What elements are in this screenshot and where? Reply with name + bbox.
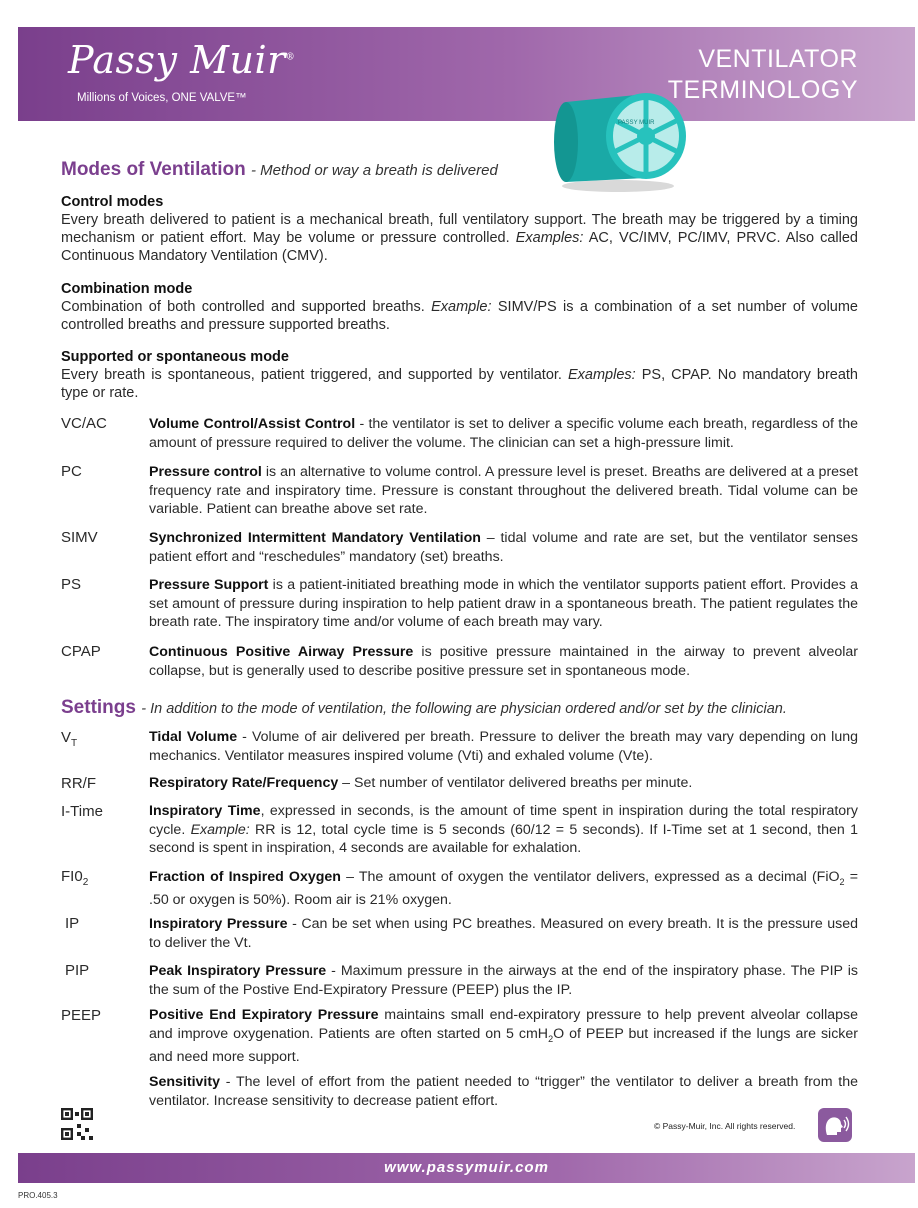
term-definition: Peak Inspiratory Pressure - Maximum pressure in the airways at the end of the inspiratory phase. The PIP is the sum of the Postive End-Expiratory Pressure (PEEP) plus the IP. — [149, 963, 858, 998]
term-abbr: I-Time — [61, 803, 103, 820]
passy-muir-logo: Passy Muir® — [68, 38, 296, 82]
speaking-head-icon — [818, 1108, 852, 1142]
valve-image — [548, 82, 694, 194]
term-abbr: PC — [61, 463, 82, 480]
page-title: VENTILATOR TERMINOLOGY — [667, 45, 858, 104]
footer-banner — [18, 1153, 915, 1183]
copyright: © Passy-Muir, Inc. All rights reserved. — [654, 1121, 796, 1131]
term-definition: Respiratory Rate/Frequency – Set number of ventilator delivered breaths per minute. — [149, 775, 693, 791]
term-definition: Pressure Support is a patient-initiated breathing mode in which the ventilator supports patient effort. Provides a set amount of pressure during inspiration to help patient draw in a spontaneous breath. The patient regulates the breath rate. The inspiratory time and/or volume of each breath may vary. — [149, 577, 858, 630]
term-definition: Pressure control is an alternative to volume control. A pressure level is preset. Breaths are delivered at a preset frequency rate and inspiratory time. Pressure is constant throughout the delivered breath. Tidal volume can be variable. Patient can breathe above set rate. — [149, 464, 858, 517]
term-definition: Sensitivity - The level of effort from the patient needed to “trigger” the ventilator to deliver a breath from the ventilator. Increase sensitivity to decrease patient effort. — [149, 1074, 858, 1109]
website-link[interactable]: www.passymuir.com — [384, 1159, 549, 1176]
document-code: PRO.405.3 — [18, 1191, 58, 1200]
term-abbr: $FI0_2$ — [61, 868, 89, 888]
term-definition: Positive End Expiratory Pressure maintains small end-expiratory pressure to help prevent alveolar collapse and improve oxygenation. Patients are often started on 5 cmH$_2$O of PEEP but increased if the lungs are sicker and need more support. — [149, 1007, 859, 1065]
term-abbr: IP — [65, 915, 80, 932]
term-abbr: PEEP — [61, 1007, 102, 1024]
settings-section-title: Settings - In addition to the mode of ventilation, the following are physician ordered and/or set by the clinician. — [61, 697, 787, 718]
term-definition: Tidal Volume - Volume of air delivered per breath. Pressure to deliver the breath may vary depending on lung mechanics. Ventilator measures inspired volume (Vti) and exhaled volume (Vte). — [149, 729, 858, 764]
control-modes-block: Control modes Every breath delivered to patient is a mechanical breath, full ventilatory support. The breath may be triggered by a timing mechanism or patient effort. May be volume or pressure controlled. Examples: AC, VC/IMV, PC/IMV, PRVC. Also called Continuous Mandatory Ventilation (CMV). — [61, 194, 858, 264]
term-abbr: $V_T$ — [61, 729, 78, 749]
term-abbr: SIMV — [61, 529, 98, 546]
modes-section-title: Modes of Ventilation - Method or way a breath is delivered — [61, 159, 498, 180]
term-definition: Synchronized Intermittent Mandatory Ventilation – tidal volume and rate are set, but the ventilator senses patient effort and “reschedules” mandatory (set) breaths. — [149, 530, 859, 565]
control-modes-heading: Control modes — [61, 194, 164, 210]
term-abbr: RR/F — [61, 775, 96, 792]
term-definition: Continuous Positive Airway Pressure is positive pressure maintained in the airway to prevent alveolar collapse, but is generally used to describe positive pressure set in spontaneous mode. — [149, 644, 858, 679]
qr-code-icon[interactable] — [61, 1108, 93, 1140]
supported-mode-heading: Supported or spontaneous mode — [61, 349, 289, 365]
term-definition: Fraction of Inspired Oxygen – The amount of oxygen the ventilator delivers, expressed as a decimal (FiO$_2$ = .50 or oxygen is 50%). Room air is 21% oxygen. — [149, 869, 858, 909]
term-abbr: CPAP — [61, 643, 101, 660]
valve-label: PASSY MUIR — [618, 120, 655, 126]
tagline: Millions of Voices, ONE VALVE™ — [77, 92, 247, 104]
supported-mode-block: Supported or spontaneous mode Every breath is spontaneous, patient triggered, and supported by ventilator. Examples: PS, CPAP. No mandatory breath type or rate. — [61, 349, 858, 401]
term-definition: Volume Control/Assist Control - the ventilator is set to deliver a specific volume each breath, regardless of the amount of pressure required to deliver the volume. The clinician can set a high-pressure limit. — [149, 416, 858, 451]
term-abbr: PS — [61, 576, 82, 593]
term-definition: Inspiratory Time, expressed in seconds, is the amount of time spent in inspiration during the total respiratory cycle. Example: RR is 12, total cycle time is 5 seconds (60/12 = 5 seconds). If I-Time set at 1 second, then 1 second is spent in inspiration, 4 seconds are available for exhalation. — [149, 803, 858, 856]
term-abbr: PIP — [65, 962, 90, 979]
combination-mode-heading: Combination mode — [61, 281, 193, 297]
combination-mode-block: Combination mode Combination of both controlled and supported breaths. Example: SIMV/PS is a combination of a set number of volume controlled breaths and pressure supported breaths. — [61, 281, 858, 333]
term-definition: Inspiratory Pressure - Can be set when using PC breathes. Measured on every breath. It is the pressure used to deliver the Vt. — [149, 916, 858, 951]
term-abbr: VC/AC — [61, 415, 107, 432]
